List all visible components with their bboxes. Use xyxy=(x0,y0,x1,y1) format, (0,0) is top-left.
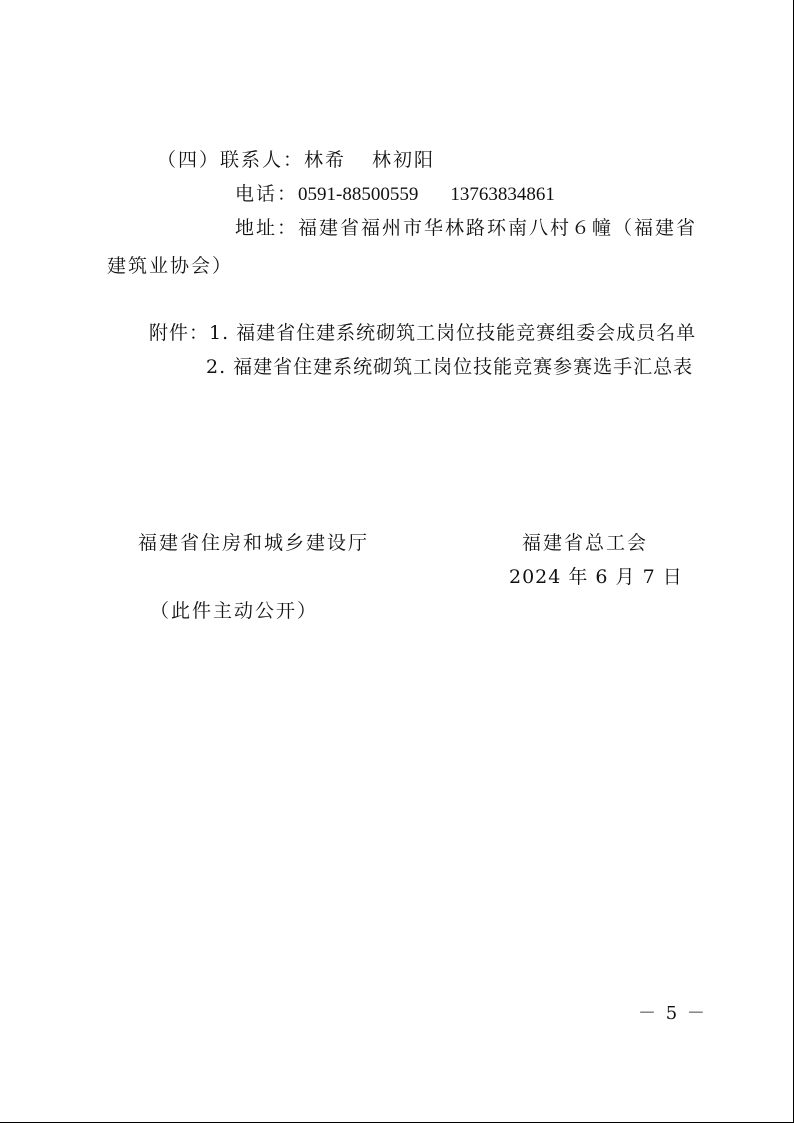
phone-label: 电话： xyxy=(235,183,299,205)
contact-address-line2 xyxy=(107,254,233,278)
disclosure-note xyxy=(150,599,318,623)
attachment-item-1-text: 1. 福建省住建系统砌筑工岗位技能竞赛组委会成员名单 xyxy=(209,322,697,344)
contact-second-name: 林初阳 xyxy=(372,149,436,171)
attachment-item-2-text: 2. 福建省住建系统砌筑工岗位技能竞赛参赛选手汇总表 xyxy=(206,356,694,378)
address-label: 地址： xyxy=(235,217,299,239)
contact-phone xyxy=(235,182,555,207)
signature-org-left-text: 福建省住房和城乡建设厅 xyxy=(138,532,370,554)
attachment-item-1 xyxy=(149,321,696,345)
attachments-label: 附件： xyxy=(149,322,210,344)
phone-number-1: 0591-88500559 xyxy=(298,184,419,205)
address-text-line2: 建筑业协会） xyxy=(107,255,234,277)
page-number-text: － 5 － xyxy=(638,1003,707,1024)
phone-number-2: 13763834861 xyxy=(450,184,555,205)
attachment-item-2 xyxy=(206,355,693,379)
signature-date-text: 2024 年 6 月 7 日 xyxy=(509,566,683,588)
signature-org-left xyxy=(138,531,369,555)
signature-org-right-text: 福建省总工会 xyxy=(522,532,649,554)
signature-org-right xyxy=(522,531,648,555)
page-number xyxy=(638,1002,707,1026)
contact-heading-text: （四）联系人：林希 xyxy=(157,149,347,171)
contact-heading xyxy=(157,148,435,172)
signature-date xyxy=(509,565,683,589)
disclosure-note-text: （此件主动公开） xyxy=(150,600,319,622)
contact-address-line1 xyxy=(235,216,697,240)
address-text-line1: 福建省福州市华林路环南八村６幢（福建省 xyxy=(298,217,698,239)
